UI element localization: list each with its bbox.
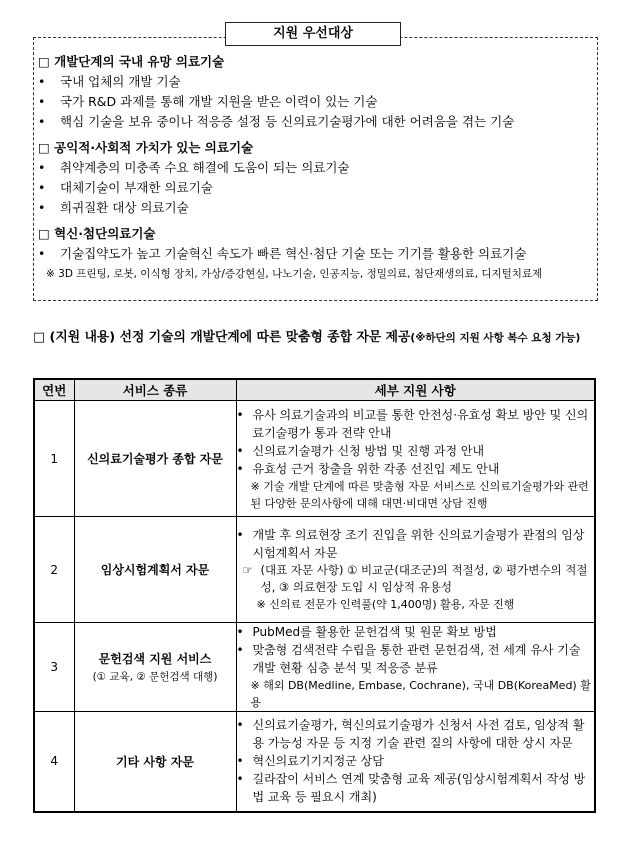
- service-detail: [236, 712, 595, 812]
- detail-note: ※ 신의료 전문가 인력풀(약 1,400명) 활용, 자문 진행: [256, 597, 515, 611]
- priority-item: • 대체기술이 부재한 의료기술: [38, 178, 593, 198]
- detail-item: • 유효성 근거 창출을 위한 각종 선진입 제도 안내: [236, 461, 500, 476]
- bullet-icon: •: [236, 527, 244, 542]
- detail-item: • 신의료기술평가 신청 방법 및 진행 과정 안내: [236, 443, 485, 458]
- bullet-icon: •: [38, 74, 46, 89]
- priority-target-box: [33, 37, 598, 301]
- priority-item: • 취약계층의 미충족 수요 해결에 도움이 되는 의료기술: [38, 158, 593, 178]
- service-name: 신의료기술평가 종합 자문: [74, 401, 236, 517]
- section-heading-note: (※하단의 지원 사항 복수 요청 가능): [410, 332, 581, 344]
- table-row: [34, 517, 595, 623]
- detail-item: • 개발 후 의료현장 조기 진입을 위한 신의료기술평가 관점의 임상시험계획서 자문: [236, 527, 585, 560]
- header-num: 연번: [34, 379, 74, 401]
- service-sub: (① 교육, ② 문헌검색 대행): [92, 671, 218, 683]
- row-number: 2: [34, 517, 74, 623]
- bullet-icon: •: [38, 200, 46, 215]
- row-number: 4: [34, 712, 74, 812]
- priority-content: [38, 52, 593, 284]
- header-service: 서비스 종류: [74, 379, 236, 401]
- pointing-hand-icon: ☞: [242, 562, 253, 577]
- bullet-icon: •: [236, 625, 244, 639]
- detail-sub: ☞ (대표 자문 사항) ① 비교군(대조군)의 적절성, ② 평가변수의 적절성, ③ 의료현장 도입 시 임상적 유용성: [242, 562, 588, 594]
- bullet-icon: •: [236, 443, 244, 458]
- section-heading: □ (지원 내용) 선정 기술의 개발단계에 따른 맞춤형 종합 자문 제공(※하단의 지원 사항 복수 요청 가능): [33, 330, 581, 345]
- bullet-icon: •: [236, 754, 244, 769]
- detail-note: ※ 해외 DB(Medline, Embase, Cochrane), 국내 DB(KoreaMed) 활용: [250, 679, 591, 709]
- priority-item: • 희귀질환 대상 의료기술: [38, 198, 593, 218]
- priority-item: • 기술집약도가 높고 기술혁신 속도가 빠른 혁신·첨단 기술 또는 기기를 활용한 의료기술: [38, 244, 593, 264]
- detail-item: • 혁신의료기기지정군 상담: [236, 754, 384, 769]
- service-name: 문헌검색 지원 서비스 (① 교육, ② 문헌검색 대행): [74, 623, 236, 712]
- priority-note: ※ 3D 프린팅, 로봇, 이식형 장치, 가상/증강현실, 나노기술, 인공지능, 정밀의료, 첨단재생의료, 디지털치료제: [46, 268, 543, 280]
- table-header-row: [34, 379, 595, 401]
- bullet-icon: •: [38, 180, 46, 195]
- bullet-icon: •: [236, 407, 244, 422]
- priority-title: 지원 우선대상: [225, 22, 401, 46]
- category-heading: □ 혁신·첨단의료기술: [38, 226, 156, 241]
- bullet-icon: •: [236, 643, 244, 657]
- row-number: 1: [34, 401, 74, 517]
- table-row: [34, 712, 595, 812]
- bullet-icon: •: [236, 772, 244, 787]
- table-row: [34, 623, 595, 712]
- bullet-icon: •: [38, 246, 46, 261]
- table-row: [34, 401, 595, 517]
- service-table: [33, 378, 596, 813]
- priority-item: • 핵심 기술을 보유 중이나 적응증 설정 등 신의료기술평가에 대한 어려움을 겪는 기술: [38, 112, 593, 132]
- detail-note: ※ 기술 개발 단계에 따른 맞춤형 자문 서비스로 신의료기술평가와 관련된 다양한 문의사항에 대해 대면·비대면 상담 진행: [250, 479, 589, 510]
- detail-item: • 신의료기술평가, 혁신의료기술평가 신청서 사전 검토, 임상적 활용 가능성 자문 등 지정 기술 관련 질의 사항에 대한 상시 자문: [236, 718, 585, 751]
- detail-item: • PubMed를 활용한 문헌검색 및 원문 확보 방법: [236, 625, 497, 639]
- service-detail: [236, 623, 595, 712]
- row-number: 3: [34, 623, 74, 712]
- detail-item: • 유사 의료기술과의 비교를 통한 안전성·유효성 확보 방안 및 신의료기술평가 통과 전략 안내: [236, 407, 589, 440]
- category-heading: □ 공익적·사회적 가치가 있는 의료기술: [38, 140, 254, 155]
- service-name: 임상시험계획서 자문: [74, 517, 236, 623]
- bullet-icon: •: [236, 718, 244, 733]
- detail-item: • 길라잡이 서비스 연계 맞춤형 교육 제공(임상시험계획서 작성 방법 교육 등 필요시 개최): [236, 772, 586, 805]
- service-detail: [236, 401, 595, 517]
- service-name: 기타 사항 자문: [74, 712, 236, 812]
- header-detail: 세부 지원 사항: [236, 379, 595, 401]
- service-detail: [236, 517, 595, 623]
- priority-item: • 국가 R&D 과제를 통해 개발 지원을 받은 이력이 있는 기술: [38, 92, 593, 112]
- bullet-icon: •: [38, 114, 46, 129]
- detail-item: • 맞춤형 검색전략 수립을 통한 관련 문헌검색, 전 세계 유사 기술 개발 현황 심층 분석 및 적응증 분류: [236, 643, 581, 675]
- bullet-icon: •: [236, 461, 244, 476]
- bullet-icon: •: [38, 160, 46, 175]
- category-heading: □ 개발단계의 국내 유망 의료기술: [38, 54, 225, 69]
- bullet-icon: •: [38, 94, 46, 109]
- priority-item: • 국내 업체의 개발 기술: [38, 72, 593, 92]
